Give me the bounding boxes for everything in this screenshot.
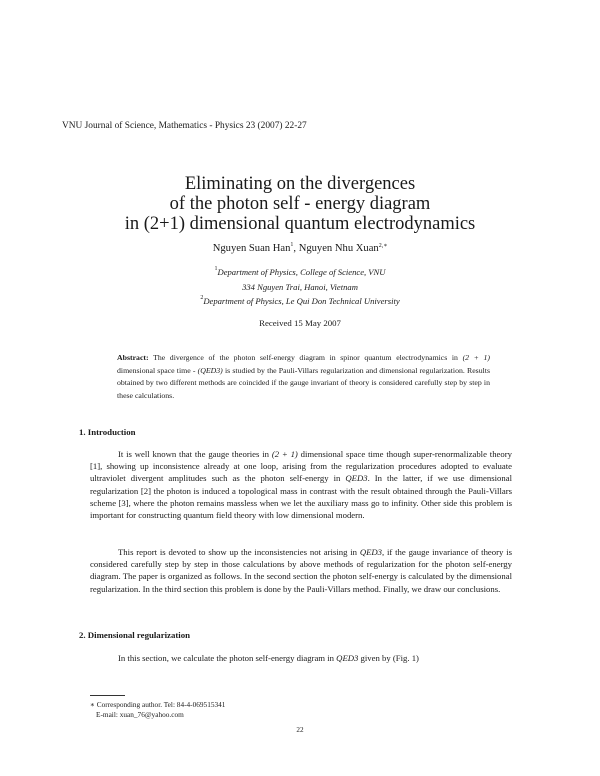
section-heading-dimensional-regularization: 2. Dimensional regularization	[79, 630, 191, 640]
page-number: 22	[296, 726, 304, 734]
intro-p1-text-c: . In the latter, if we use dimensional regularization [2] the photon is induced a topological mass in contrast with the result obtained through the Pauli-Villars scheme [3], where the photon remains massless when we let the auxiliary mass go to infinity. Other side this problem is important for constructing quantum field theory with low dimensional modern.	[90, 473, 512, 521]
author-separator: ,	[293, 243, 299, 254]
author-2-affil-mark: 2,∗	[378, 243, 388, 249]
intro-p2-math: QED3	[359, 547, 383, 557]
intro-p1-text-a: It is well known that the gauge theories in	[118, 449, 272, 459]
footnote-corresponding-author: ∗ Corresponding author. Tel: 84-4-069515341	[90, 700, 226, 709]
received-date: Received 15 May 2007	[259, 318, 341, 328]
intro-p2-text-a: This report is devoted to show up the inconsistencies not arising in	[118, 547, 360, 557]
abstract-text-1: The divergence of the photon self-energy diagram in spinor quantum electrodynamics in	[148, 353, 463, 362]
intro-p2-text-b: , if the gauge invariance of theory is considered carefully step by step in those calculations by above methods of regularization for the photon self-energy diagram. The paper is organized as follows. In the second section the photon self-energy is calculated by the dimensional regularization. In the third section this problem is done by the Pauli-Villars method. Finally, we draw our conclusions.	[90, 547, 512, 594]
intro-paragraph-2	[90, 546, 512, 595]
section-heading-introduction: 1. Introduction	[79, 427, 136, 437]
abstract-math-2: (QED3)	[197, 365, 223, 375]
affiliation-2-text: Department of Physics, Le Qui Don Technical University	[203, 296, 400, 306]
footnote-email: E-mail: xuan_76@yahoo.com	[96, 710, 184, 719]
sec2-math: QED3	[336, 653, 359, 663]
abstract	[117, 352, 490, 402]
affiliation-1	[0, 267, 600, 277]
intro-paragraph-1	[90, 448, 512, 521]
intro-p1-math-1: (2 + 1)	[271, 449, 298, 459]
sec2-text-b: given by (Fig. 1)	[358, 653, 419, 663]
abstract-label: Abstract:	[117, 353, 149, 362]
abstract-text-2: dimensional space time -	[117, 365, 198, 375]
author-list	[0, 243, 600, 254]
affiliation-1-text: Department of Physics, College of Science, VNU	[217, 267, 386, 277]
intro-p1-math-2: QED3	[345, 473, 368, 484]
author-1-affil-mark: 1	[290, 242, 294, 248]
section-2-paragraph	[90, 652, 512, 664]
affiliation-1-address: 334 Nguyen Trai, Hanoi, Vietnam	[242, 282, 358, 292]
sec2-text-a: In this section, we calculate the photon self-energy diagram in	[118, 653, 337, 663]
affiliation-1-mark: 1	[214, 266, 218, 272]
intro-p1-text-b: dimensional space time though super-renormalizable theory [1], showing up inconsistence already at one loop, arising from the regularization procedures adopted to evaluate ultraviolet divergent amplitudes such as the photon self-energy in	[90, 449, 512, 484]
abstract-math-1: (2 + 1)	[462, 353, 491, 362]
affiliation-2-mark: 2	[200, 295, 204, 301]
paper-title-line-3: in (2+1) dimensional quantum electrodynamics	[124, 214, 476, 234]
paper-title-line-2: of the photon self - energy diagram	[169, 194, 431, 214]
footnote-rule	[90, 695, 125, 696]
paper-title-line-1: Eliminating on the divergences	[184, 174, 416, 194]
journal-header: VNU Journal of Science, Mathematics - Physics 23 (2007) 22-27	[62, 121, 307, 131]
author-1: Nguyen Suan Han	[212, 243, 291, 254]
author-2: Nguyen Nhu Xuan	[298, 243, 379, 254]
abstract-text-3: is studied by the Pauli-Villars regularization and dimensional regularization. Results obtained by two different methods are coincided if the gauge invariant of theory is considered carefully step by step in these calculations.	[117, 365, 490, 400]
affiliation-2	[0, 296, 600, 306]
